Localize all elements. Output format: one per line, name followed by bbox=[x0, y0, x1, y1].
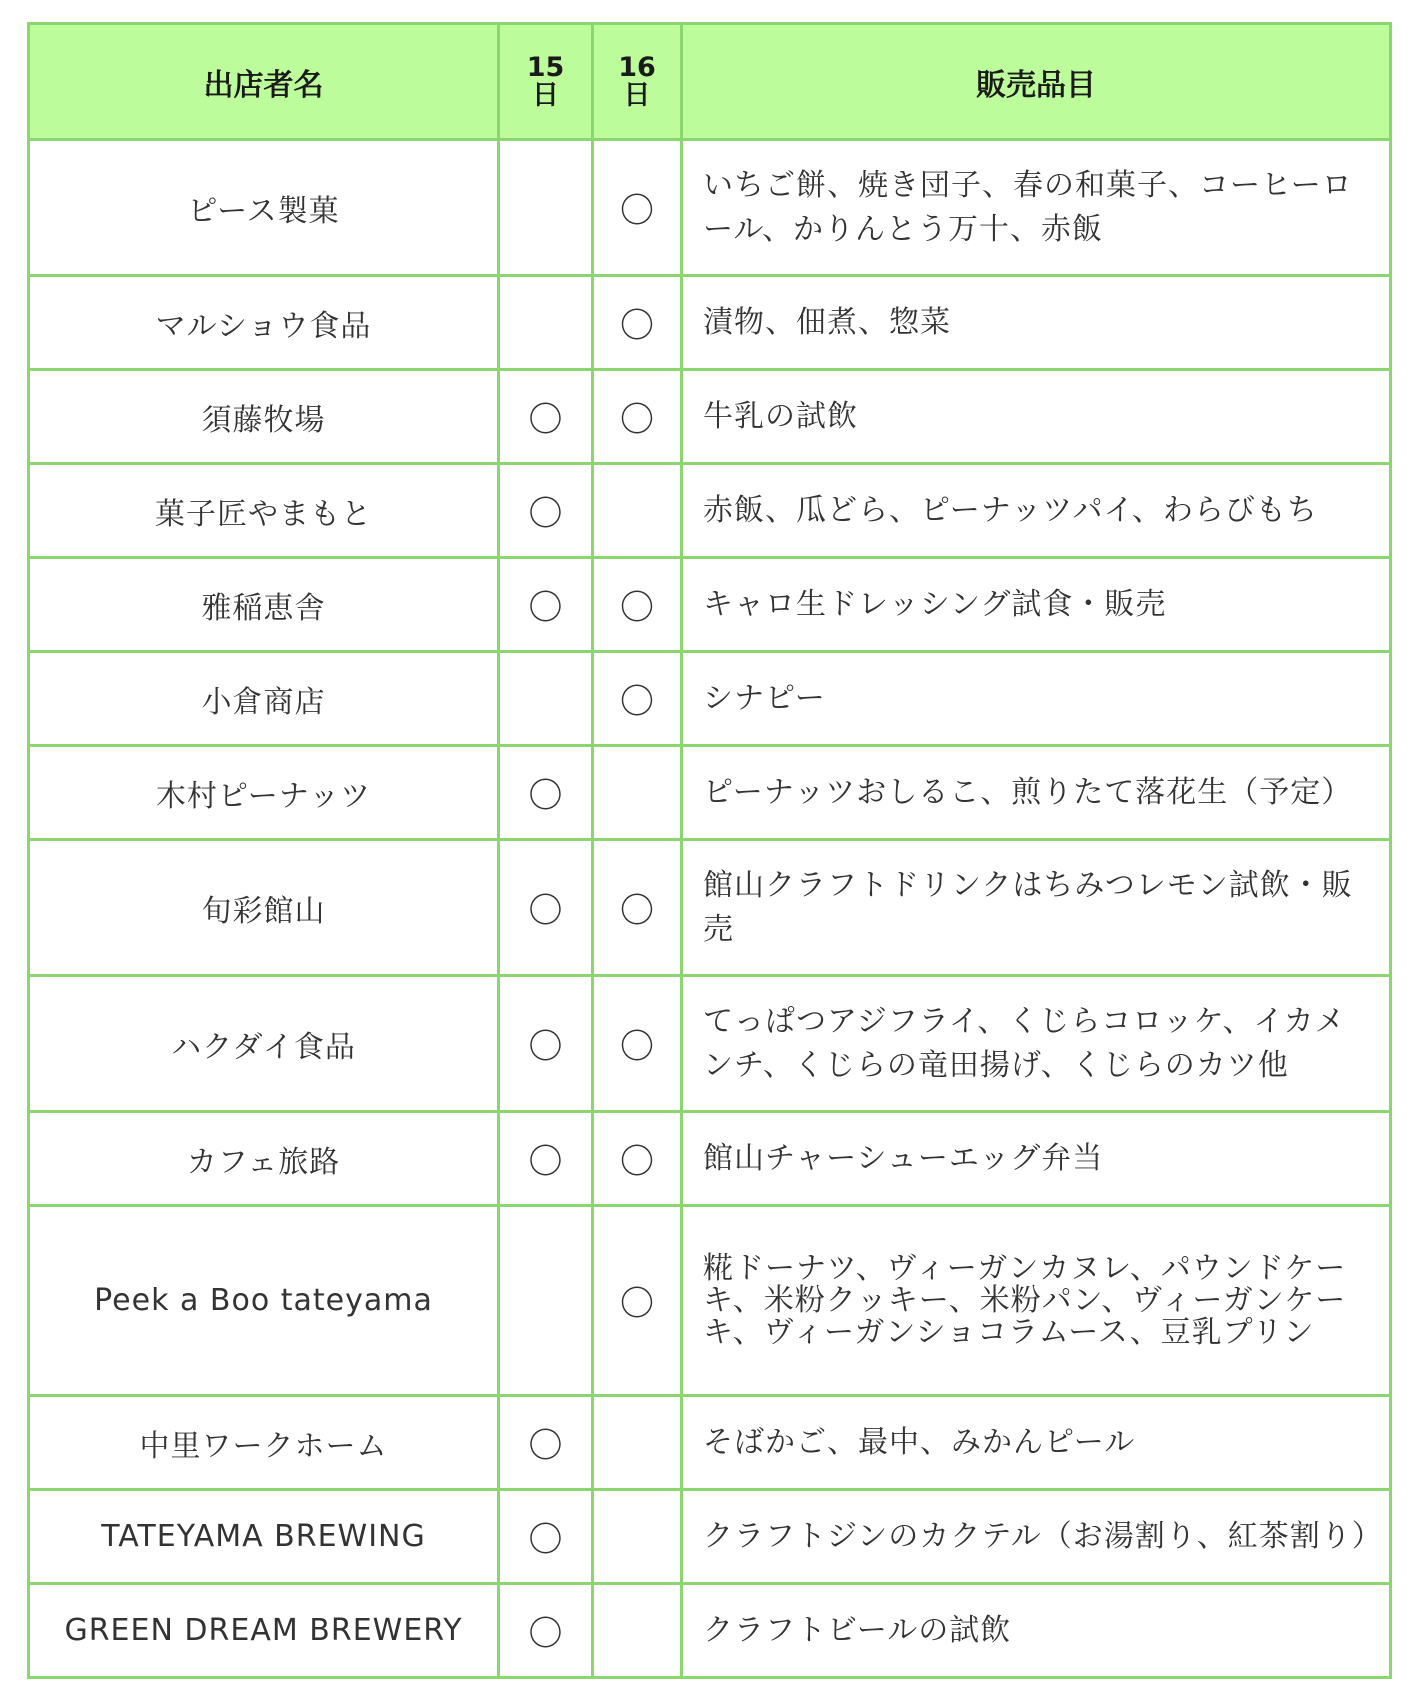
items-cell: キャロ生ドレッシング試食・販売 bbox=[682, 558, 1391, 652]
day-16-mark bbox=[593, 1584, 682, 1678]
items-cell: ピーナッツおしるこ、煎りたて落花生（予定） bbox=[682, 746, 1391, 840]
vendor-name-cell: カフェ旅路 bbox=[29, 1112, 499, 1206]
vendor-name-cell: 須藤牧場 bbox=[29, 370, 499, 464]
header-items: 販売品目 bbox=[682, 24, 1391, 140]
items-cell: てっぱつアジフライ、くじらコロッケ、イカメンチ、くじらの竜田揚げ、くじらのカツ他 bbox=[682, 976, 1391, 1112]
day-16-mark: 〇 bbox=[593, 558, 682, 652]
day-15-mark bbox=[499, 140, 593, 276]
items-cell: 館山チャーシューエッグ弁当 bbox=[682, 1112, 1391, 1206]
day-16-mark bbox=[593, 1490, 682, 1584]
header-vendor-name: 出店者名 bbox=[29, 24, 499, 140]
table-row bbox=[29, 652, 1391, 746]
day-15-mark bbox=[499, 276, 593, 370]
table-row bbox=[29, 746, 1391, 840]
table-row bbox=[29, 140, 1391, 276]
day-15-mark: 〇 bbox=[499, 1112, 593, 1206]
table-row bbox=[29, 840, 1391, 976]
day-16-mark bbox=[593, 464, 682, 558]
items-cell: 館山クラフトドリンクはちみつレモン試飲・販売 bbox=[682, 840, 1391, 976]
items-cell: 漬物、佃煮、惣菜 bbox=[682, 276, 1391, 370]
day-16-mark: 〇 bbox=[593, 276, 682, 370]
day-16-mark: 〇 bbox=[593, 140, 682, 276]
vendor-name-cell: 木村ピーナッツ bbox=[29, 746, 499, 840]
day-15-mark: 〇 bbox=[499, 746, 593, 840]
table-row bbox=[29, 370, 1391, 464]
vendor-name-cell: ピース製菓 bbox=[29, 140, 499, 276]
header-day-15: 15 日 bbox=[499, 24, 593, 140]
items-cell: そばかご、最中、みかんピール bbox=[682, 1396, 1391, 1490]
vendor-name-cell: マルショウ食品 bbox=[29, 276, 499, 370]
day-15-mark: 〇 bbox=[499, 370, 593, 464]
day-16-mark: 〇 bbox=[593, 370, 682, 464]
table-row bbox=[29, 1584, 1391, 1678]
table-row bbox=[29, 1112, 1391, 1206]
items-cell: 赤飯、瓜どら、ピーナッツパイ、わらびもち bbox=[682, 464, 1391, 558]
header-day-16: 16 日 bbox=[593, 24, 682, 140]
table-row bbox=[29, 976, 1391, 1112]
day-15-mark: 〇 bbox=[499, 1490, 593, 1584]
day-15-mark: 〇 bbox=[499, 976, 593, 1112]
day-15-mark: 〇 bbox=[499, 558, 593, 652]
items-cell: 牛乳の試飲 bbox=[682, 370, 1391, 464]
table-row bbox=[29, 276, 1391, 370]
day-16-mark: 〇 bbox=[593, 976, 682, 1112]
day-16-mark: 〇 bbox=[593, 840, 682, 976]
day-15-mark bbox=[499, 1206, 593, 1396]
day-15-mark: 〇 bbox=[499, 1396, 593, 1490]
day-16-mark: 〇 bbox=[593, 652, 682, 746]
day-16-mark: 〇 bbox=[593, 1206, 682, 1396]
table-row bbox=[29, 1490, 1391, 1584]
vendor-name-cell: 旬彩館山 bbox=[29, 840, 499, 976]
vendor-name-cell: TATEYAMA BREWING bbox=[29, 1490, 499, 1584]
items-cell: クラフトジンのカクテル（お湯割り、紅茶割り） bbox=[682, 1490, 1391, 1584]
day-15-mark: 〇 bbox=[499, 464, 593, 558]
table-row bbox=[29, 558, 1391, 652]
day-16-mark: 〇 bbox=[593, 1112, 682, 1206]
items-cell: いちご餅、焼き団子、春の和菓子、コーヒーロール、かりんとう万十、赤飯 bbox=[682, 140, 1391, 276]
day-15-mark: 〇 bbox=[499, 1584, 593, 1678]
table-row bbox=[29, 1206, 1391, 1396]
vendor-name-cell: 菓子匠やまもと bbox=[29, 464, 499, 558]
day-16-mark bbox=[593, 1396, 682, 1490]
items-cell: 糀ドーナツ、ヴィーガンカヌレ、パウンドケーキ、米粉クッキー、米粉パン、ヴィーガンケーキ、ヴィーガンショコラムース、豆乳プリン bbox=[682, 1206, 1391, 1396]
vendor-table bbox=[27, 22, 1392, 1679]
vendor-name-cell: 中里ワークホーム bbox=[29, 1396, 499, 1490]
day-15-mark: 〇 bbox=[499, 840, 593, 976]
table-row bbox=[29, 1396, 1391, 1490]
table-row bbox=[29, 464, 1391, 558]
vendor-name-cell: Peek a Boo tateyama bbox=[29, 1206, 499, 1396]
vendor-name-cell: 雅稲恵舎 bbox=[29, 558, 499, 652]
vendor-name-cell: ハクダイ食品 bbox=[29, 976, 499, 1112]
items-cell: クラフトビールの試飲 bbox=[682, 1584, 1391, 1678]
vendor-name-cell: 小倉商店 bbox=[29, 652, 499, 746]
header-row bbox=[29, 24, 1391, 140]
day-16-mark bbox=[593, 746, 682, 840]
vendor-name-cell: GREEN DREAM BREWERY bbox=[29, 1584, 499, 1678]
day-15-mark bbox=[499, 652, 593, 746]
items-cell: シナピー bbox=[682, 652, 1391, 746]
